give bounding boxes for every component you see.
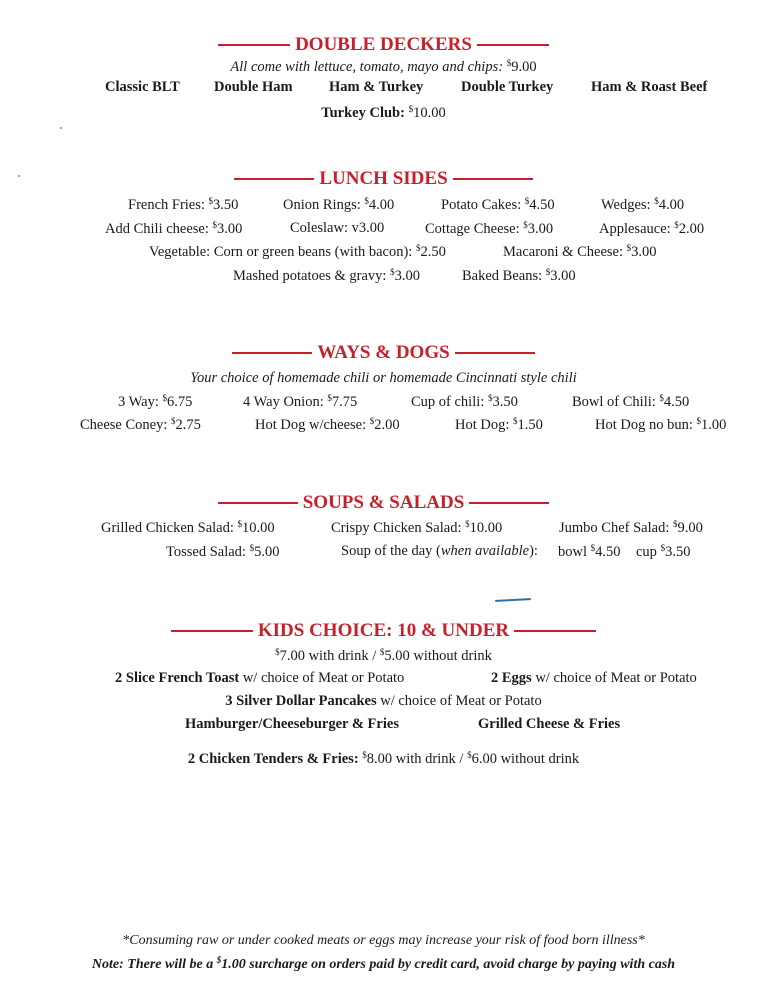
lunch-sides-title xyxy=(0,168,767,190)
side-mashed-potatoes: Mashed potatoes & gravy: $3.00 xyxy=(233,267,420,284)
pen-mark xyxy=(495,598,531,602)
double-deckers-subtitle-text: All come with lettuce, tomato, mayo and chips: xyxy=(230,59,504,75)
item-cheese-coney: Cheese Coney: $2.75 xyxy=(80,416,201,433)
title-rule-right xyxy=(453,178,533,180)
side-baked-beans: Baked Beans: $3.00 xyxy=(462,267,576,284)
kids-eggs xyxy=(491,670,697,687)
note-amount: $1.00 xyxy=(216,955,246,972)
soup-label: Soup of the day ( xyxy=(341,543,441,559)
paper-speck xyxy=(18,175,20,177)
item-3-way: 3 Way: $6.75 xyxy=(118,393,193,410)
title-rule-left xyxy=(218,502,298,504)
lunch-sides-heading: LUNCH SIDES xyxy=(319,168,448,189)
salad-grilled-chicken: Grilled Chicken Salad: $10.00 xyxy=(101,519,275,536)
soups-salads-row-2 xyxy=(0,543,767,563)
soup-label-end: ): xyxy=(529,543,538,559)
soups-salads-heading: SOUPS & SALADS xyxy=(302,492,465,513)
soups-salads-title xyxy=(0,492,767,514)
soup-cup-price: cup $3.50 xyxy=(636,543,691,560)
kids-choice-heading: KIDS CHOICE: 10 & UNDER xyxy=(257,620,510,641)
turkey-club-line xyxy=(0,104,767,122)
kids-eggs-desc: w/ choice of Meat or Potato xyxy=(531,670,697,686)
item-bowl-of-chili: Bowl of Chili: $4.50 xyxy=(572,393,690,410)
kids-tenders-price: $8.00 with drink / $6.00 without drink xyxy=(362,750,580,767)
title-rule-right xyxy=(477,44,549,46)
ways-dogs-row-1 xyxy=(0,393,767,413)
kids-row-3 xyxy=(0,716,767,736)
double-deckers-price: $9.00 xyxy=(506,58,537,75)
soup-availability: when available xyxy=(440,543,530,559)
kids-price-line: $7.00 with drink / $5.00 without drink xyxy=(275,647,492,664)
turkey-club-price: $10.00 xyxy=(408,104,446,121)
lunch-sides-row-4 xyxy=(0,267,767,287)
soup-of-the-day xyxy=(341,543,538,560)
side-wedges: Wedges: $4.00 xyxy=(601,196,685,213)
ways-dogs-subtitle: Your choice of homemade chili or homemade Cincinnati style chili xyxy=(190,370,577,386)
side-chili-cheese: Add Chili cheese: $3.00 xyxy=(105,220,243,237)
title-rule-left xyxy=(218,44,290,46)
salad-crispy-chicken: Crispy Chicken Salad: $10.00 xyxy=(331,519,503,536)
lunch-sides-row-1 xyxy=(0,196,767,216)
kids-tenders-name: 2 Chicken Tenders & Fries: xyxy=(187,751,359,767)
kids-burger: Hamburger/Cheeseburger & Fries xyxy=(185,716,399,732)
item-cup-of-chili: Cup of chili: $3.50 xyxy=(411,393,518,410)
kids-french-toast-desc: w/ choice of Meat or Potato xyxy=(239,670,405,686)
soups-salads-row-1 xyxy=(0,519,767,539)
soup-bowl-price: bowl $4.50 xyxy=(558,543,621,560)
double-deckers-heading: DOUBLE DECKERS xyxy=(295,34,472,55)
double-deckers-items-row xyxy=(0,79,767,99)
food-safety-warning: *Consuming raw or under cooked meats or eggs may increase your risk of food born illness* xyxy=(122,933,645,948)
side-french-fries: French Fries: $3.50 xyxy=(128,196,239,213)
menu-item-double-turkey: Double Turkey xyxy=(461,79,554,95)
side-macaroni-cheese: Macaroni & Cheese: $3.00 xyxy=(503,243,657,260)
side-coleslaw: Coleslaw: v3.00 xyxy=(290,220,385,236)
kids-pancakes-name: 3 Silver Dollar Pancakes xyxy=(225,693,377,709)
lunch-sides-row-3 xyxy=(0,243,767,263)
credit-card-note xyxy=(0,955,767,973)
title-rule-right xyxy=(469,502,549,504)
kids-pancakes xyxy=(0,693,767,710)
menu-item-ham-turkey: Ham & Turkey xyxy=(329,79,424,95)
turkey-club-label: Turkey Club: xyxy=(321,105,405,121)
title-rule-right xyxy=(514,630,596,632)
kids-pancakes-desc: w/ choice of Meat or Potato xyxy=(376,693,542,709)
menu-item-double-ham: Double Ham xyxy=(214,79,293,95)
ways-dogs-title xyxy=(0,342,767,364)
menu-item-classic-blt: Classic BLT xyxy=(105,79,180,95)
item-4-way-onion: 4 Way Onion: $7.75 xyxy=(243,393,358,410)
note-suffix: surcharge on orders paid by credit card, avoid charge by paying with cash xyxy=(245,957,676,972)
salad-tossed: Tossed Salad: $5.00 xyxy=(166,543,280,560)
kids-choice-title xyxy=(0,620,767,642)
side-potato-cakes: Potato Cakes: $4.50 xyxy=(441,196,555,213)
paper-speck xyxy=(60,127,62,129)
double-deckers-title xyxy=(0,34,767,56)
item-hot-dog: Hot Dog: $1.50 xyxy=(455,416,543,433)
kids-eggs-name: 2 Eggs xyxy=(491,670,532,686)
item-hot-dog-cheese: Hot Dog w/cheese: $2.00 xyxy=(255,416,400,433)
title-rule-left xyxy=(232,352,312,354)
item-hot-dog-no-bun: Hot Dog no bun: $1.00 xyxy=(595,416,727,433)
lunch-sides-row-2 xyxy=(0,220,767,240)
kids-french-toast xyxy=(115,670,404,687)
side-applesauce: Applesauce: $2.00 xyxy=(599,220,705,237)
note-prefix: Note: There will be a xyxy=(91,957,217,972)
kids-chicken-tenders xyxy=(0,750,767,768)
side-vegetable: Vegetable: Corn or green beans (with bacon): $2.50 xyxy=(149,243,446,260)
ways-dogs-row-2 xyxy=(0,416,767,436)
title-rule-left xyxy=(171,630,253,632)
ways-dogs-heading: WAYS & DOGS xyxy=(317,342,450,363)
title-rule-right xyxy=(455,352,535,354)
title-rule-left xyxy=(234,178,314,180)
salad-jumbo-chef: Jumbo Chef Salad: $9.00 xyxy=(559,519,703,536)
kids-row-1 xyxy=(0,670,767,690)
side-cottage-cheese: Cottage Cheese: $3.00 xyxy=(425,220,554,237)
double-deckers-subtitle xyxy=(0,58,767,76)
kids-grilled-cheese: Grilled Cheese & Fries xyxy=(478,716,621,732)
side-onion-rings: Onion Rings: $4.00 xyxy=(283,196,395,213)
menu-item-ham-roast-beef: Ham & Roast Beef xyxy=(591,79,708,95)
kids-french-toast-name: 2 Slice French Toast xyxy=(115,670,240,686)
